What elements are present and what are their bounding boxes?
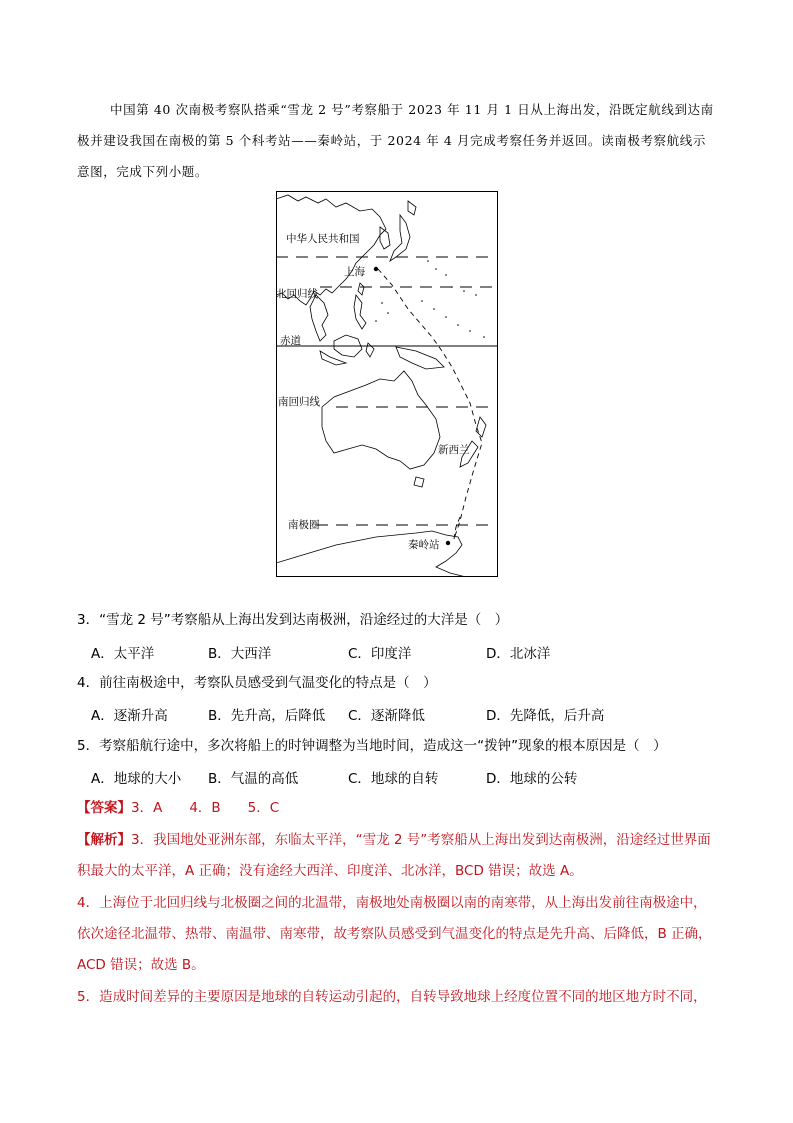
analysis-line-1 — [77, 830, 711, 850]
q3-option-c[interactable]: C．印度洋 — [348, 646, 412, 662]
q4-option-c[interactable]: C．逐渐降低 — [348, 708, 425, 724]
q3-option-b[interactable]: B．大西洋 — [208, 646, 272, 662]
question-4-stem: 4．前往南极途中，考察队员感受到气温变化的特点是（ ） — [77, 675, 437, 691]
analysis-line-6: 5．造成时间差异的主要原因是地球的自转运动引起的，自转导致地球上经度位置不同的地区地方时不同， — [77, 989, 707, 1005]
shanghai-marker — [374, 267, 378, 271]
label-antarctic-circle: 南极圈 — [288, 519, 320, 531]
label-equator: 赤道 — [280, 335, 301, 347]
q5-option-c[interactable]: C．地球的自转 — [348, 771, 439, 787]
q3-option-d[interactable]: D．北冰洋 — [486, 646, 551, 662]
q5-option-b[interactable]: B．气温的高低 — [208, 771, 299, 787]
intro-line-3: 意图，完成下列小题。 — [77, 164, 209, 179]
analysis-tag: 【解析】 — [77, 832, 131, 848]
q4-option-d[interactable]: D．先降低，后升高 — [486, 708, 605, 724]
answer-tag: 【答案】 — [77, 800, 131, 816]
answer-text: 3．A 4．B 5．C — [131, 800, 280, 816]
analysis-line-4: 依次途径北温带、热带、南温带、南寒带，故考察队员感受到气温变化的特点是先升高、后降低，B 正确， — [77, 926, 712, 942]
label-qinling-station: 秦岭站 — [408, 539, 440, 551]
answer-line — [77, 798, 279, 818]
q5-option-d[interactable]: D．地球的公转 — [486, 771, 578, 787]
question-5-stem: 5．考察船航行途中，多次将船上的时钟调整为当地时间，造成这一“拨钟”现象的根本原因是（ ） — [77, 738, 667, 754]
qinling-marker — [446, 541, 450, 545]
intro-line-2: 极并建设我国在南极的第 5 个科考站——秦岭站，于 2024 年 4 月完成考察任务并返回。读南极考察航线示 — [77, 133, 706, 148]
label-shanghai: 上海 — [344, 266, 365, 278]
analysis-line-3: 4．上海位于北回归线与北极圈之间的北温带，南极地处南极圈以南的南寒带，从上海出发前往南极途中， — [77, 895, 707, 911]
q4-option-a[interactable]: A．逐渐升高 — [91, 708, 168, 724]
intro-line-1: 中国第 40 次南极考察队搭乘“雪龙 2 号”考察船于 2023 年 11 月 1 日从上海出发，沿既定航线到达南 — [110, 102, 714, 117]
analysis-line-5: ACD 错误；故选 B。 — [77, 957, 205, 973]
analysis-line-2: 积最大的太平洋，A 正确；没有途经大西洋、印度洋、北冰洋，BCD 错误；故选 A。 — [77, 863, 583, 879]
q3-option-a[interactable]: A．太平洋 — [91, 646, 155, 662]
analysis-text-1: 3．我国地处亚洲东部，东临太平洋，“雪龙 2 号”考察船从上海出发到达南极洲，沿途经过世界面 — [131, 832, 711, 848]
antarctic-route-map — [276, 191, 498, 577]
question-3-stem: 3．“雪龙 2 号”考察船从上海出发到达南极洲，沿途经过的大洋是（ ） — [77, 612, 509, 628]
label-tropic-of-capricorn: 南回归线 — [278, 396, 320, 408]
q5-option-a[interactable]: A．地球的大小 — [91, 771, 182, 787]
label-china: 中华人民共和国 — [286, 233, 360, 245]
label-new-zealand: 新西兰 — [438, 444, 470, 456]
q4-option-b[interactable]: B．先升高，后降低 — [208, 708, 326, 724]
label-tropic-of-cancer: 北回归线 — [276, 288, 318, 300]
